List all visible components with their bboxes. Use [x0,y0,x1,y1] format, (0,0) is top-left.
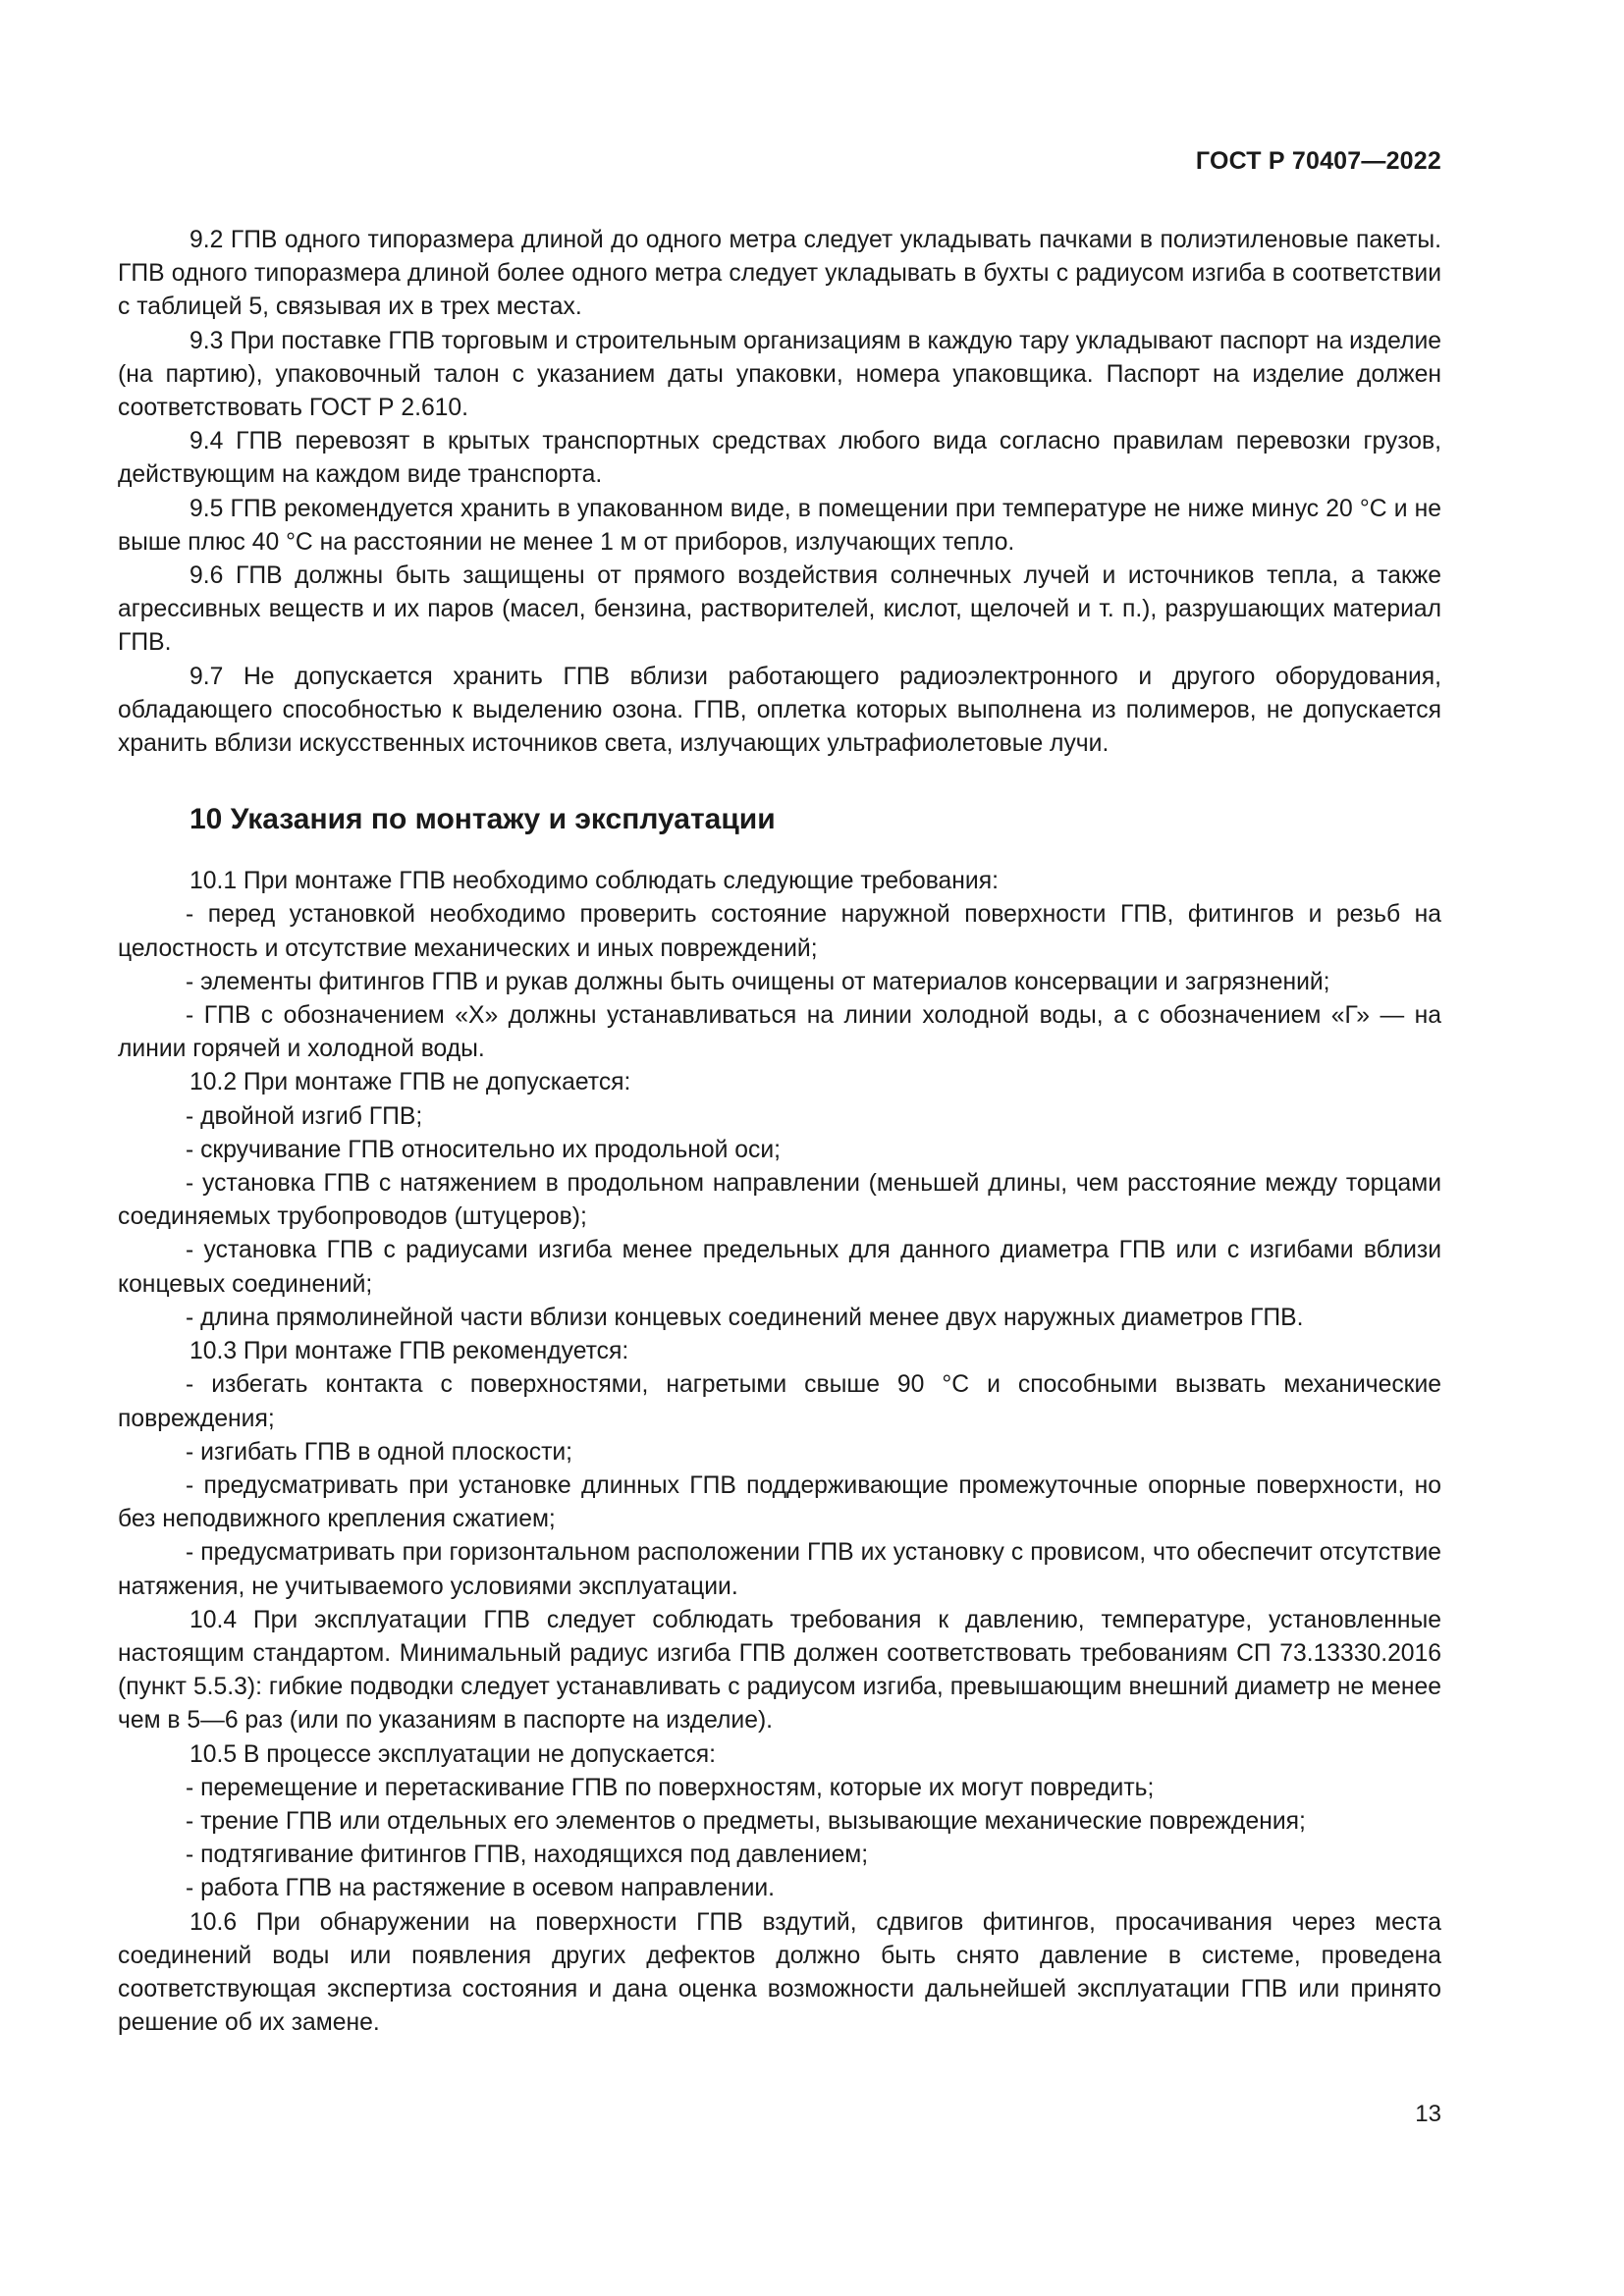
list-item: - избегать контакта с поверхностями, нагретыми свыше 90 °С и способными вызвать механические повреждения; [118,1371,1441,1432]
list-item: - подтягивание фитингов ГПВ, находящихся под давлением; [186,1842,869,1869]
list-item: - длина прямолинейной части вблизи концевых соединений менее двух наружных диаметров ГПВ. [186,1304,1304,1331]
paragraph-9-3: 9.3 При поставке ГПВ торговым и строительным организациям в каждую тару укладывают паспорт на изделие (на партию), упаковочный талон с указанием даты упаковки, номера упаковщика. Паспорт на изделие должен соответствовать ГОСТ Р 2.610. [118,327,1441,422]
list-item: - двойной изгиб ГПВ; [186,1102,423,1130]
document-header: ГОСТ Р 70407—2022 [1195,147,1441,175]
list-item: - установка ГПВ с натяжением в продольном направлении (меньшей длины, чем расстояние между торцами соединяемых трубопроводов (штуцеров); [118,1170,1441,1231]
paragraph-10-4: 10.4 При эксплуатации ГПВ следует соблюдать требования к давлению, температуре, установленные настоящим стандартом. Минимальный радиус изгиба ГПВ должен соответствовать требованиям СП 73.13330.2016 (пункт 5.5.3): гибкие подводки следует устанавливать с радиусом изгиба, превышающим внешний диаметр не менее чем в 5—6 раз (или по указаниям в паспорте на изделие). [118,1606,1441,1735]
paragraph-10-6: 10.6 При обнаружении на поверхности ГПВ вздутий, сдвигов фитингов, просачивания через места соединений воды или появления других дефектов должно быть снято давление в системе, проведена соответствующая экспертиза состояния и дана оценка возможности дальнейшей эксплуатации ГПВ или принято решение об их замене. [118,1908,1441,2037]
paragraph-10-5: 10.5 В процессе эксплуатации не допускается: [189,1740,717,1768]
list-item: - перемещение и перетаскивание ГПВ по поверхностям, которые их могут повредить; [186,1774,1155,1801]
paragraph-10-2: 10.2 При монтаже ГПВ не допускается: [189,1069,631,1096]
list-item: - элементы фитингов ГПВ и рукав должны быть очищены от материалов консервации и загрязнений; [186,968,1330,995]
list-item: - скручивание ГПВ относительно их продольной оси; [186,1136,781,1163]
paragraph-9-5: 9.5 ГПВ рекомендуется хранить в упакованном виде, в помещении при температуре не ниже минус 20 °С и не выше плюс 40 °С на расстоянии не менее 1 м от приборов, излучающих тепло. [118,495,1441,556]
list-item: - изгибать ГПВ в одной плоскости; [186,1438,573,1466]
list-item: - работа ГПВ на растяжение в осевом направлении. [186,1875,776,1902]
section-10-title: 10 Указания по монтажу и эксплуатации [189,803,776,836]
list-item: - предусматривать при установке длинных ГПВ поддерживающие промежуточные опорные поверхности, но без неподвижного крепления сжатием; [118,1471,1441,1533]
page-number: 13 [1415,2101,1441,2127]
paragraph-9-7: 9.7 Не допускается хранить ГПВ вблизи работающего радиоэлектронного и другого оборудования, обладающего способностью к выделению озона. ГПВ, оплетка которых выполнена из полимеров, не допускается хранить вблизи искусственных источников света, излучающих ультрафиолетовые лучи. [118,663,1441,758]
document-body [118,224,1441,2040]
paragraph-9-2: 9.2 ГПВ одного типоразмера длиной до одного метра следует укладывать пачками в полиэтиленовые пакеты. ГПВ одного типоразмера длиной более одного метра следует укладывать в бухты с радиусом изгиба в соответствии с таблицей 5, связывая их в трех местах. [118,227,1441,321]
paragraph-9-4: 9.4 ГПВ перевозят в крытых транспортных средствах любого вида согласно правилам перевозки грузов, действующим на каждом виде транспорта. [118,428,1441,489]
list-item: - перед установкой необходимо проверить состояние наружной поверхности ГПВ, фитингов и резьб на целостность и отсутствие механических и иных повреждений; [118,901,1441,962]
list-item: - ГПВ с обозначением «Х» должны устанавливаться на линии холодной воды, а с обозначением «Г» — на линии горячей и холодной воды. [118,1002,1441,1063]
list-item: - трение ГПВ или отдельных его элементов о предметы, вызывающие механические повреждения; [186,1807,1306,1835]
list-item: - установка ГПВ с радиусами изгиба менее предельных для данного диаметра ГПВ или с изгибами вблизи концевых соединений; [118,1237,1441,1298]
paragraph-10-1: 10.1 При монтаже ГПВ необходимо соблюдать следующие требования: [189,868,999,895]
paragraph-10-3: 10.3 При монтаже ГПВ рекомендуется: [189,1338,629,1365]
paragraph-9-6: 9.6 ГПВ должны быть защищены от прямого воздействия солнечных лучей и источников тепла, а также агрессивных веществ и их паров (масел, бензина, растворителей, кислот, щелочей и т. п.), разрушающих материал ГПВ. [118,562,1441,657]
list-item: - предусматривать при горизонтальном расположении ГПВ их установку с провисом, что обеспечит отсутствие натяжения, не учитываемого условиями эксплуатации. [118,1539,1441,1600]
